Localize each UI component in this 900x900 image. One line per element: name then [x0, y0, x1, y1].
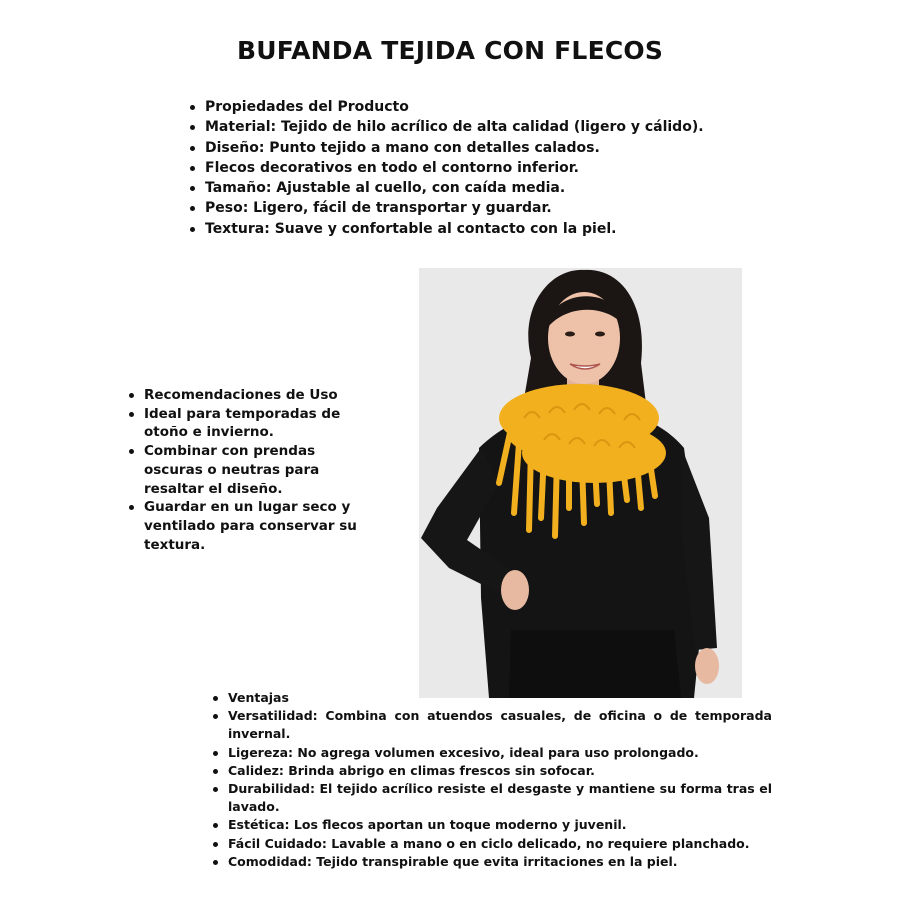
list-item: Estética: Los flecos aportan un toque moderno y juvenil.	[212, 816, 772, 834]
model-wearing-scarf-illustration	[419, 268, 742, 698]
list-item: Durabilidad: El tejido acrílico resiste el desgaste y mantiene su forma tras el lavado.	[212, 780, 772, 816]
list-item: Calidez: Brinda abrigo en climas frescos sin sofocar.	[212, 762, 772, 780]
list-item: Tamaño: Ajustable al cuello, con caída media.	[189, 178, 749, 198]
list-item: Propiedades del Producto	[189, 97, 749, 117]
list-item: Diseño: Punto tejido a mano con detalles calados.	[189, 138, 749, 158]
list-item: Versatilidad: Combina con atuendos casuales, de oficina o de temporada invernal.	[212, 707, 772, 743]
list-item: Recomendaciones de Uso	[128, 386, 376, 405]
list-item: Comodidad: Tejido transpirable que evita irritaciones en la piel.	[212, 853, 772, 871]
list-item: Textura: Suave y confortable al contacto con la piel.	[189, 219, 749, 239]
usage-recommendations-list	[128, 386, 376, 554]
page-title: BUFANDA TEJIDA CON FLECOS	[236, 36, 664, 65]
list-item: Guardar en un lugar seco y ventilado para conservar su textura.	[128, 498, 376, 554]
list-item: Peso: Ligero, fácil de transportar y guardar.	[189, 198, 749, 218]
advantages-list	[212, 689, 772, 871]
list-item: Flecos decorativos en todo el contorno inferior.	[189, 158, 749, 178]
list-item: Material: Tejido de hilo acrílico de alta calidad (ligero y cálido).	[189, 117, 749, 137]
list-item: Ligereza: No agrega volumen excesivo, ideal para uso prolongado.	[212, 744, 772, 762]
list-item: Fácil Cuidado: Lavable a mano o en ciclo delicado, no requiere planchado.	[212, 835, 772, 853]
list-item: Ideal para temporadas de otoño e invierno.	[128, 405, 376, 442]
product-properties-list	[189, 97, 749, 239]
product-photo	[419, 268, 742, 698]
list-item: Ventajas	[212, 689, 772, 707]
list-item: Combinar con prendas oscuras o neutras para resaltar el diseño.	[128, 442, 376, 498]
